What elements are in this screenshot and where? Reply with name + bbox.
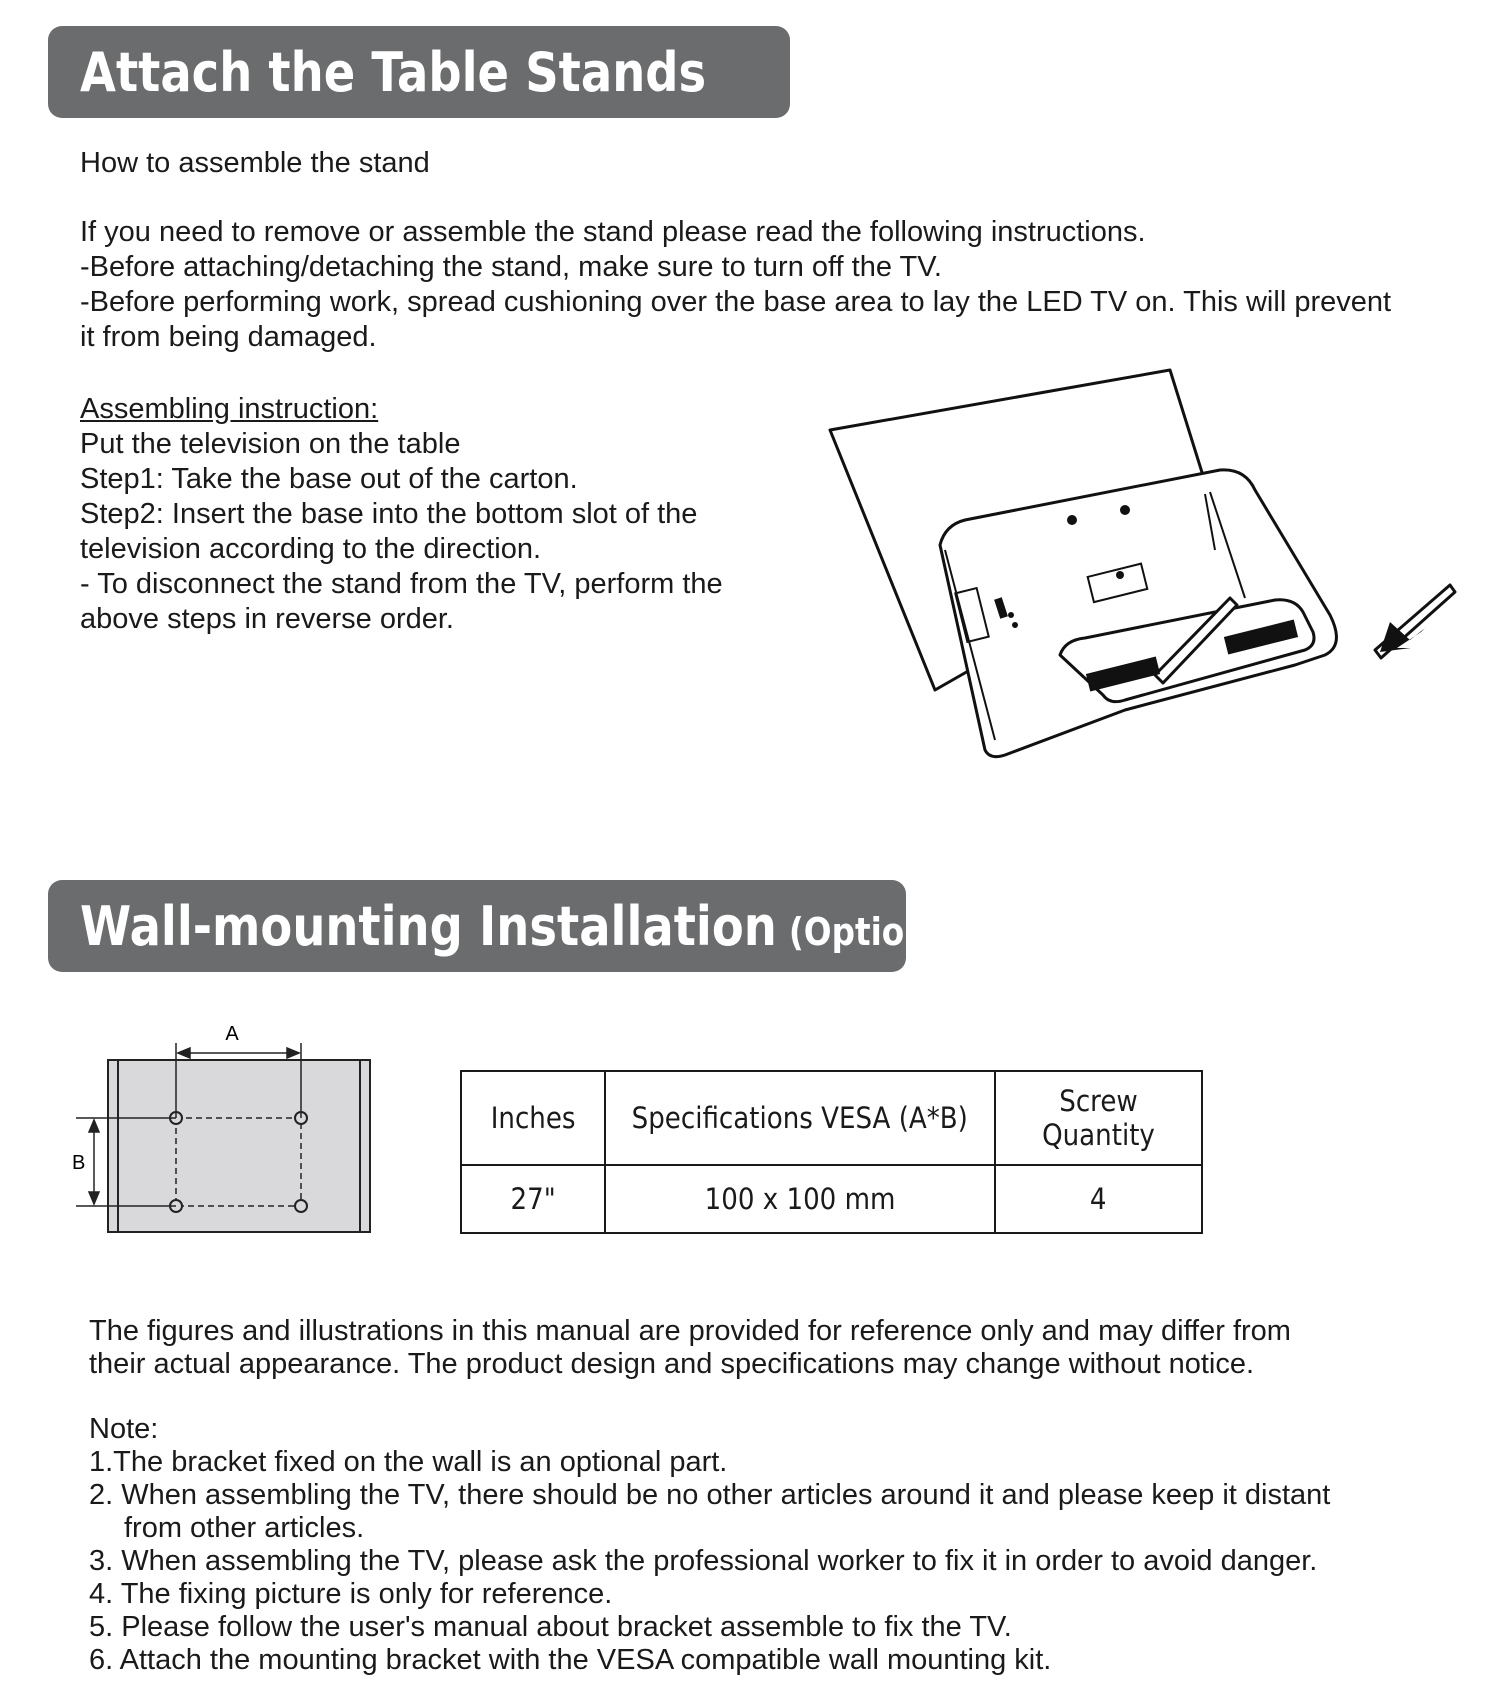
- tv-stand-illustration: [825, 360, 1465, 770]
- section-title: Attach the Table Stands: [80, 40, 707, 104]
- instruction-line: above steps in reverse order.: [80, 603, 454, 635]
- table-header-cell: Screw Quantity: [995, 1071, 1202, 1165]
- table-header-cell: Specifications VESA (A*B): [605, 1071, 995, 1165]
- note-item: from other articles.: [124, 1512, 365, 1544]
- note-item: 5. Please follow the user's manual about bracket assemble to fix the TV.: [89, 1611, 1012, 1643]
- note-item: 3. When assembling the TV, please ask the professional worker to fix it in order to avoid danger.: [89, 1545, 1318, 1577]
- notes-block: [89, 1413, 1330, 1677]
- dimension-label-a: A: [225, 1023, 239, 1045]
- section-title-banner: [48, 880, 976, 972]
- vesa-hole-diagram: [66, 1018, 386, 1238]
- disclaimer-line: their actual appearance. The product design and specifications may change without notice.: [89, 1348, 1255, 1380]
- disclaimer-paragraph: [89, 1315, 1291, 1381]
- dimension-label-b: B: [72, 1152, 86, 1174]
- table-header-row: [461, 1071, 1202, 1165]
- intro-line: If you need to remove or assemble the stand please read the following instructions.: [80, 216, 1146, 248]
- section-title-banner: [48, 26, 790, 118]
- note-item: 6. Attach the mounting bracket with the VESA compatible wall mounting kit.: [89, 1644, 1052, 1676]
- instructions-heading: Assembling instruction:: [80, 393, 379, 425]
- note-item: 1.The bracket fixed on the wall is an optional part.: [89, 1446, 728, 1478]
- instruction-line: Step2: Insert the base into the bottom slot of the: [80, 498, 698, 530]
- instruction-line: Put the television on the table: [80, 428, 461, 460]
- intro-paragraph: [80, 215, 1391, 355]
- table-cell: 4: [995, 1165, 1202, 1233]
- table-header-cell: Inches: [461, 1071, 605, 1165]
- instruction-line: - To disconnect the stand from the TV, perform the: [80, 568, 723, 600]
- intro-line: it from being damaged.: [80, 321, 377, 353]
- intro-line: -Before performing work, spread cushioning over the base area to lay the LED TV on. This will prevent: [80, 286, 1392, 318]
- table-row: [461, 1165, 1202, 1233]
- note-item: 4. The fixing picture is only for reference.: [89, 1578, 613, 1610]
- section-title-suffix: (Optional): [788, 909, 976, 954]
- intro-line: -Before attaching/detaching the stand, make sure to turn off the TV.: [80, 251, 942, 283]
- table-cell: 27": [461, 1165, 605, 1233]
- section-title: Wall-mounting Installation: [80, 894, 777, 958]
- note-item: 2. When assembling the TV, there should be no other articles around it and please keep it distant: [89, 1479, 1331, 1511]
- instruction-line: Step1: Take the base out of the carton.: [80, 463, 578, 495]
- note-heading: Note:: [89, 1413, 159, 1445]
- assemble-subtitle: How to assemble the stand: [80, 147, 430, 179]
- disclaimer-line: The figures and illustrations in this manual are provided for reference only and may differ from: [89, 1315, 1291, 1347]
- instruction-line: television according to the direction.: [80, 533, 542, 565]
- table-cell: 100 x 100 mm: [605, 1165, 995, 1233]
- instructions-block: [80, 392, 723, 637]
- vesa-spec-table: [460, 1070, 1203, 1234]
